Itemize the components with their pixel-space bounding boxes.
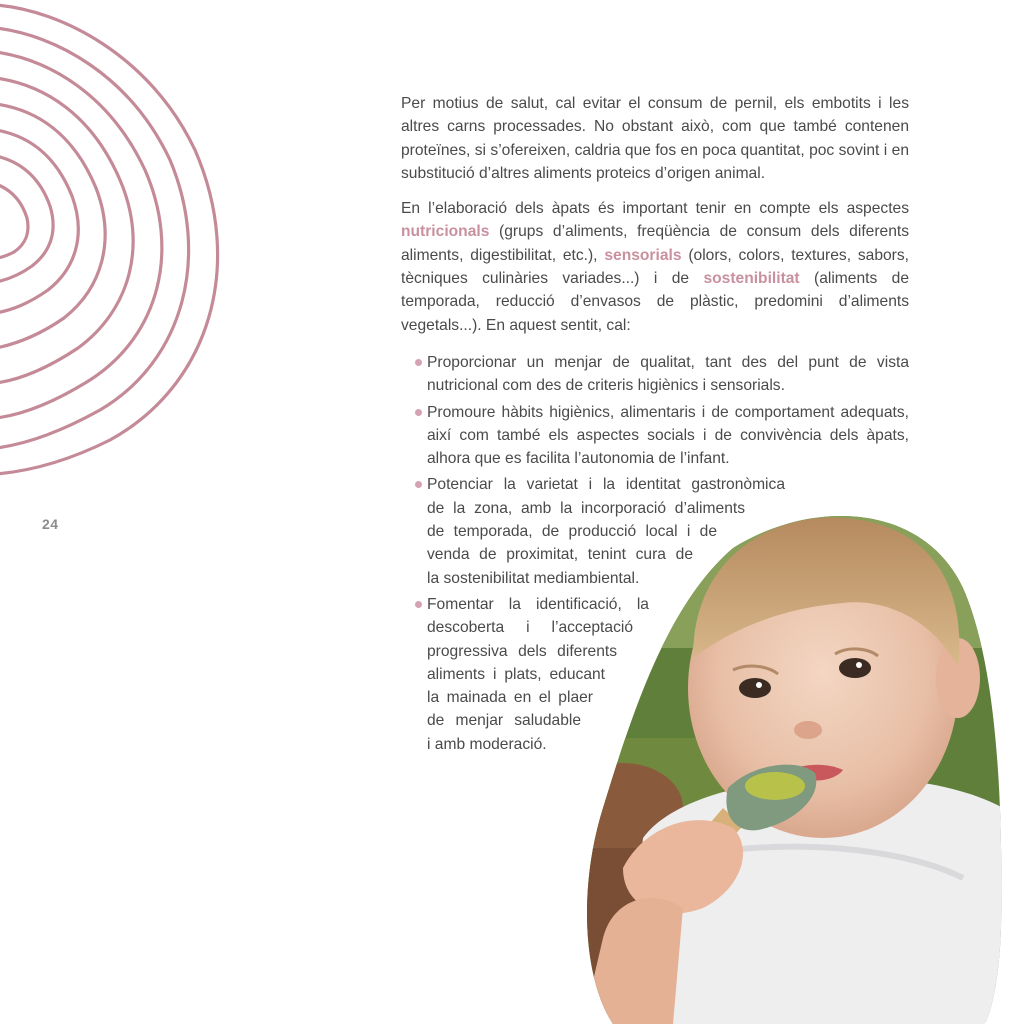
bullet-line: descoberta i l’acceptació [427, 619, 633, 637]
text-run: En l’elaboració dels àpats és important tenir en compte els aspectes [401, 200, 909, 218]
bullet-line: la sostenibilitat mediambiental. [427, 569, 640, 587]
bullet-line: aliments i plats, educant [427, 665, 605, 683]
bullet-item [401, 351, 909, 398]
decorative-rings [0, 0, 260, 480]
paragraph-meal-aspects [401, 197, 909, 337]
bullet-line: Potenciar la varietat i la identitat gastronòmica [427, 476, 785, 494]
page-number: 24 [42, 516, 59, 532]
paragraph-processed-meats: Per motius de salut, cal evitar el consum de pernil, els embotits i les altres carns processades. No obstant això, com que també contenen proteïnes, si s’ofereixen, caldria que fos en poca quantitat, poc sovint i en substitució d’altres aliments proteics d’origen animal. [401, 95, 909, 182]
text-run: (grups d’aliments, freqüència de consum dels diferents aliments, digestibilitat, etc.), [401, 223, 909, 264]
bullet-line: venda de proximitat, tenint cura de [427, 546, 693, 564]
bullet-item [401, 401, 909, 471]
bullet-line: i amb moderació. [427, 735, 547, 753]
bullet-text: Promoure hàbits higiènics, alimentaris i de comportament adequats, així com també els aspectes socials i de convivència dels àpats, alhora que es facilita l’autonomia de l’infant. [427, 403, 909, 468]
ring [0, 130, 78, 313]
highlight-sensorials: sensorials [604, 246, 682, 264]
text-run: (olors, colors, textures, sabors, tècniques culinàries variades...) i de [401, 246, 909, 288]
bullet-line: progressiva dels diferents [427, 642, 617, 660]
highlight-sostenibilitat: sostenibilitat [703, 270, 800, 288]
bullet-line: de la zona, amb la incorporació d’aliments [427, 499, 745, 517]
highlight-nutricionals: nutricionals [401, 223, 490, 241]
bullet-line: de temporada, de producció local i de [427, 523, 717, 541]
bullet-line: de menjar saludable [427, 712, 581, 730]
bullet-line: la mainada en el plaer [427, 689, 593, 707]
ring [0, 184, 28, 258]
child-eating-photo [583, 508, 1003, 1024]
ring [0, 78, 133, 383]
text-run: (aliments de temporada, reducció d’envasos de plàstic, predomini d’aliments vegetals...). En aquest sentit, cal: [401, 270, 909, 334]
bullet-text: Proporcionar un menjar de qualitat, tant des del punt de vista nutricional com des de criteris higiènics i sensorials. [427, 353, 909, 395]
bullet-line: Fomentar la identificació, la [427, 595, 649, 613]
